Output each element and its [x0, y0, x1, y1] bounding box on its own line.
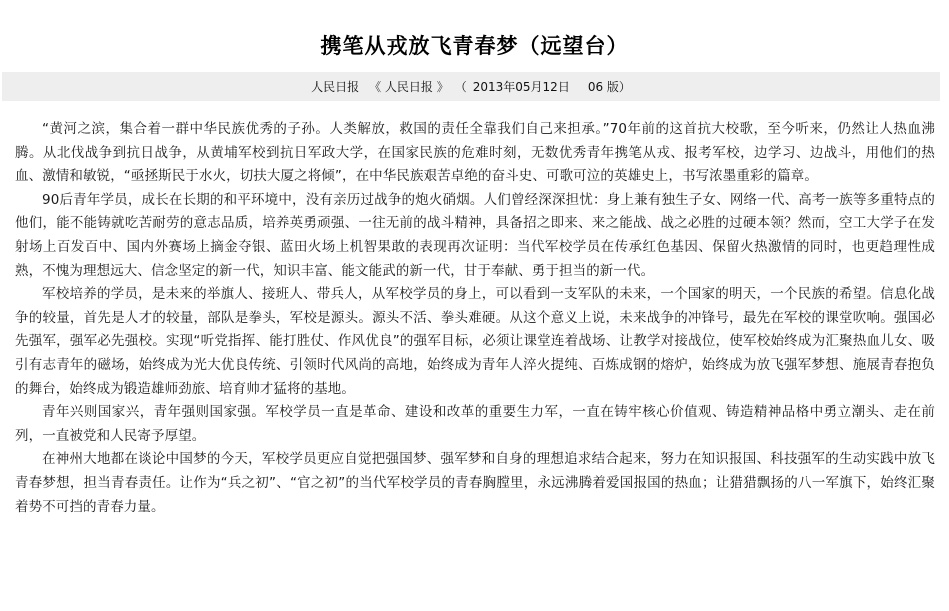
meta-paren: （	[454, 80, 467, 94]
article-paragraph: 90后青年学员，成长在长期的和平环境中，没有亲历过战争的炮火硝烟。人们曾经深深担忧：身上兼有独生子女、网络一代、高考一族等多重特点的他们，能不能铸就吃苦耐劳的意志品质，培养英勇顽强、一往无前的战斗精神，具备招之即来、来之能战、战之必胜的过硬本领？然而，空工大学子在发射场上百发百中、国内外赛场上摘金夺银、蓝田火场上机智果敢的表现再次证明：当代军校学员在传承红色基因、保留火热激情的同时，也更趋理性成熟，不愧为理想远大、信念坚定的新一代，知识丰富、能文能武的新一代，甘于奉献、勇于担当的新一代。	[15, 191, 935, 279]
meta-source: 人民日报	[311, 80, 360, 94]
meta-edition: 06 版）	[587, 80, 631, 94]
article-paragraph: 军校培养的学员，是未来的举旗人、接班人、带兵人，从军校学员的身上，可以看到一支军队的未来，一个国家的明天，一个民族的希望。信息化战争的较量，首先是人才的较量，部队是拳头，军校是源头。源头不活、拳头难硬。从这个意义上说，未来战争的冲锋号，最先在军校的课堂吹响。强国必先强军，强军必先强校。实现“听党指挥、能打胜仗、作风优良”的强军目标，必须让课堂连着战场、让教学对接战位，使军校始终成为汇聚热血儿女、吸引有志青年的磁场，始终成为光大优良传统、引领时代风尚的高地，始终成为青年人淬火提纯、百炼成钢的熔炉，始终成为放飞强军梦想、施展青春抱负的舞台，始终成为锻造雄师劲旅、培育帅才猛将的基地。	[15, 286, 935, 397]
meta-publication: 《 人民日报 》	[369, 80, 449, 94]
article-paragraph: 在神州大地都在谈论中国梦的今天，军校学员更应自觉把强国梦、强军梦和自身的理想追求结合起来，努力在知识报国、科技强军的生动实践中放飞青春梦想，担当青春责任。让作为“兵之初”、“官之初”的当代军校学员的青春胸膛里，永远沸腾着爱国报国的热血；让猎猎飘扬的八一军旗下，始终汇聚着势不可挡的青春力量。	[15, 451, 935, 515]
article-body	[15, 118, 935, 519]
article-title: 携笔从戎放飞青春梦（远望台）	[320, 34, 629, 58]
article-paragraph: 青年兴则国家兴，青年强则国家强。军校学员一直是革命、建设和改革的重要生力军，一直在铸牢核心价值观、铸造精神品格中勇立潮头、走在前列，一直被党和人民寄予厚望。	[15, 404, 935, 444]
article-meta-bar	[2, 72, 940, 101]
article-paragraph: “黄河之滨，集合着一群中华民族优秀的子孙。人类解放，救国的责任全靠我们自己来担承。”70年前的这首抗大校歌，至今听来，仍然让人热血沸腾。从北伐战争到抗日战争，从黄埔军校到抗日军政大学，在国家民族的危难时刻，无数优秀青年携笔从戎、报考军校，边学习、边战斗，用他们的热血、激情和敏锐，“亟拯斯民于水火，切扶大厦之将倾”，在中华民族艰苦卓绝的奋斗史、可歌可泣的英雄史上，书写浓墨重彩的篇章。	[15, 121, 935, 185]
meta-date: 2013年05月12日	[472, 80, 570, 94]
